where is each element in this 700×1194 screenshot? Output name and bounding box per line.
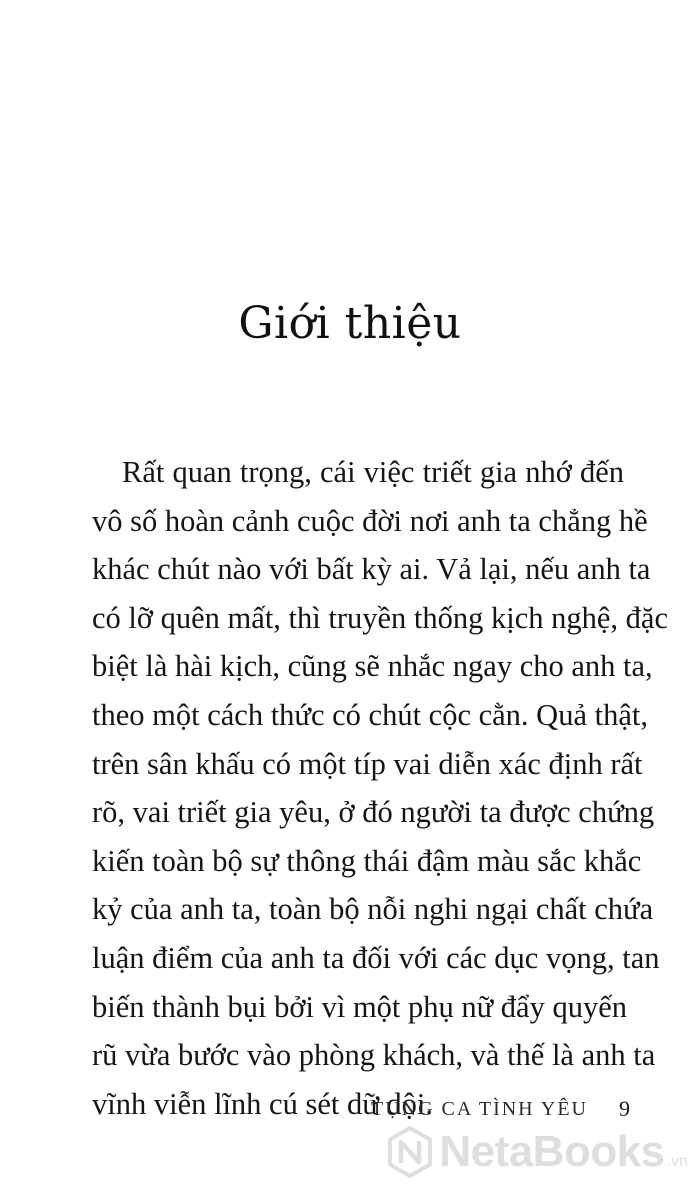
paragraph-line: theo một cách thức có chút cộc cằn. Quả thật, <box>92 697 648 732</box>
paragraph-line: kiến toàn bộ sự thông thái đậm màu sắc khắc <box>92 843 642 878</box>
watermark-suffix: .vn <box>666 1153 688 1170</box>
paragraph-line: biến thành bụi bởi vì một phụ nữ đẩy quyến <box>92 989 628 1024</box>
watermark-brand: NetaBooks <box>439 1127 665 1176</box>
paragraph-line: rũ vừa bước vào phòng khách, và thế là anh ta <box>92 1038 656 1073</box>
footer-book-title: TỤNG CA TÌNH YÊU <box>371 1098 588 1120</box>
paragraph-line: vĩnh viễn lĩnh cú sét dữ dội. <box>92 1086 433 1121</box>
paragraph-line: khác chút nào với bất kỳ ai. Vả lại, nếu anh ta <box>92 552 651 587</box>
page-number: 9 <box>619 1096 630 1121</box>
paragraph-line: vô số hoàn cảnh cuộc đời nơi anh ta chẳng hề <box>92 503 648 538</box>
paragraph-line: biệt là hài kịch, cũng sẽ nhắc ngay cho anh ta, <box>92 649 653 684</box>
paragraph-line: Rất quan trọng, cái việc triết gia nhớ đến <box>122 455 624 489</box>
body-paragraph <box>92 448 669 1128</box>
chapter-title: Giới thiệu <box>238 298 462 349</box>
paragraph-line: trên sân khấu có một típ vai diễn xác định rất <box>92 746 643 781</box>
paragraph-line: luận điểm của anh ta đối với các dục vọng, tan <box>92 940 660 975</box>
paragraph-line: có lỡ quên mất, thì truyền thống kịch nghệ, đặc <box>92 600 669 635</box>
netabooks-logo-icon <box>387 1126 433 1178</box>
paragraph-line: kỷ của anh ta, toàn bộ nỗi nghi ngại chất chứa <box>92 892 654 927</box>
paragraph-line: rõ, vai triết gia yêu, ở đó người ta được chứng <box>92 795 655 830</box>
watermark <box>387 1122 688 1182</box>
